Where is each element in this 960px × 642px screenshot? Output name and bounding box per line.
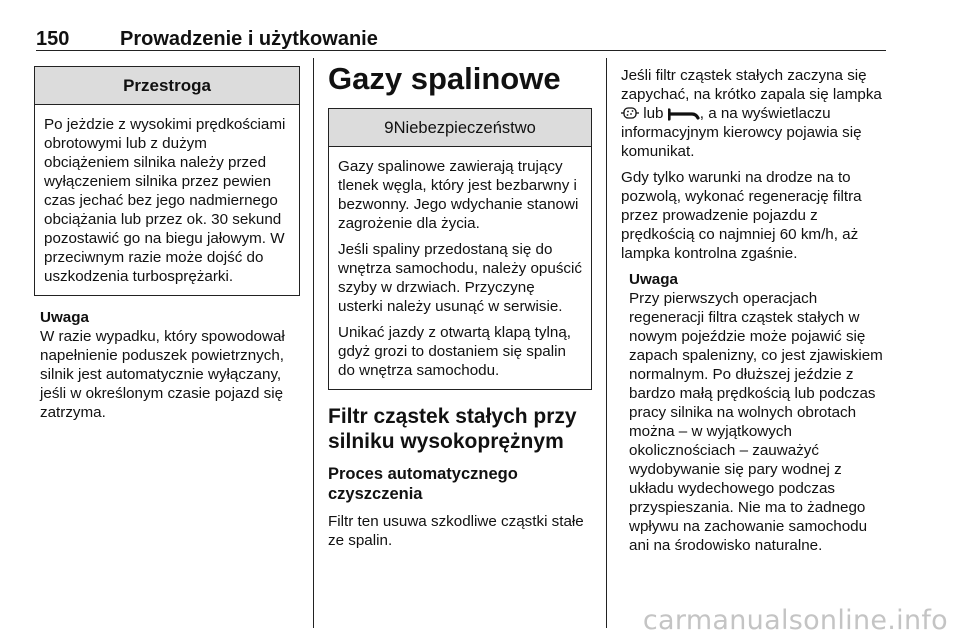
danger-box — [328, 108, 592, 390]
page-number: 150 — [36, 28, 70, 50]
column-divider-1 — [313, 58, 314, 628]
danger-paragraph: Unikać jazdy z otwartą klapą tylną, gdyż grozi to dostaniem się spalin do wnętrza samochodu. — [338, 324, 571, 379]
column-middle — [328, 62, 592, 557]
regeneration-note — [621, 270, 887, 555]
danger-title: Niebezpieczeństwo — [393, 119, 536, 137]
regeneration-paragraph: Gdy tylko warunki na drodze na to pozwolą, wykonać regenerację filtra przez prowadzenie pojazdu z prędkością co najmniej 60 km/h, aż lampka kontrolna zgaśnie. — [621, 169, 862, 262]
note-text: W razie wypadku, który spowodował napełnienie poduszek powietrznych, silnik jest automatycznie wyłączany, jeśli w określonym czasie pojazd się zatrzyma. — [40, 328, 285, 421]
particle-filter-icon — [621, 105, 639, 121]
filter-clogging-paragraph: Jeśli filtr cząstek stałych zaczyna się zapychać, na krótko zapala się lampka lub , a na wyświetlaczu informacyjnym kierowcy pojawia się komunikat. — [621, 67, 882, 160]
column-right — [621, 66, 887, 555]
column-divider-2 — [606, 58, 607, 628]
section-title: Gazy spalinowe — [328, 61, 561, 96]
subsection-title: Filtr cząstek stałych przy silniku wysokoprężnym — [328, 405, 577, 453]
caution-text: Po jeżdzie z wysokimi prędkościami obrotowymi lub z dużym obciążeniem silnika należy przed wyłączeniem silnika przez pewien czas jechać bez jego nadmiernego obciążania lub przez ok. 30 sekund pozostawić go na biegu jałowym. W przeciwnym razie może dojść do uszkodzenia turbosprężarki. — [44, 116, 286, 285]
danger-paragraph: Gazy spalinowe zawierają trujący tlenek węgla, który jest bezbarwny i bezwonny. Jego wdychanie stanowi zagrożenie dla życia. — [338, 158, 579, 232]
chapter-title: Prowadzenie i użytkowanie — [120, 28, 378, 50]
danger-header — [329, 109, 591, 147]
warning-triangle-icon: 9 — [384, 118, 394, 137]
filter-text: Filtr ten usuwa szkodliwe cząstki stałe ze spalin. — [328, 513, 584, 549]
caution-title: Przestroga — [35, 67, 299, 105]
caution-box — [34, 66, 300, 296]
subsubsection-title: Proces automatycznego czyszczenia — [328, 465, 518, 503]
watermark: carmanualsonline.info — [642, 605, 948, 636]
column-left — [34, 66, 300, 422]
danger-paragraph: Jeśli spaliny przedostaną się do wnętrza samochodu, należy opuścić szyby w drzwiach. Przyczynę usterki należy usunąć w serwisie. — [338, 241, 582, 315]
note-label: Uwaga — [629, 271, 678, 288]
exhaust-pipe-icon — [668, 107, 700, 121]
note-label: Uwaga — [40, 309, 89, 326]
page-header — [36, 24, 886, 51]
airbag-note — [34, 308, 300, 422]
note-text: Przy pierwszych operacjach regeneracji filtra cząstek stałych w nowym pojeździe może pojawić się zapach spalenizny, co jest zjawiskiem normalnym. Po dłuższej jeździe z bardzo małą prędkością lub podczas pracy silnika na wolnych obrotach można – w wyjątkowych okolicznościach – zauważyć wydobywanie się pary wodnej z układu wydechowego podczas przyspieszania. Nie ma to żadnego wpływu na zachowanie samochodu ani na środowisko naturalne. — [629, 290, 883, 554]
